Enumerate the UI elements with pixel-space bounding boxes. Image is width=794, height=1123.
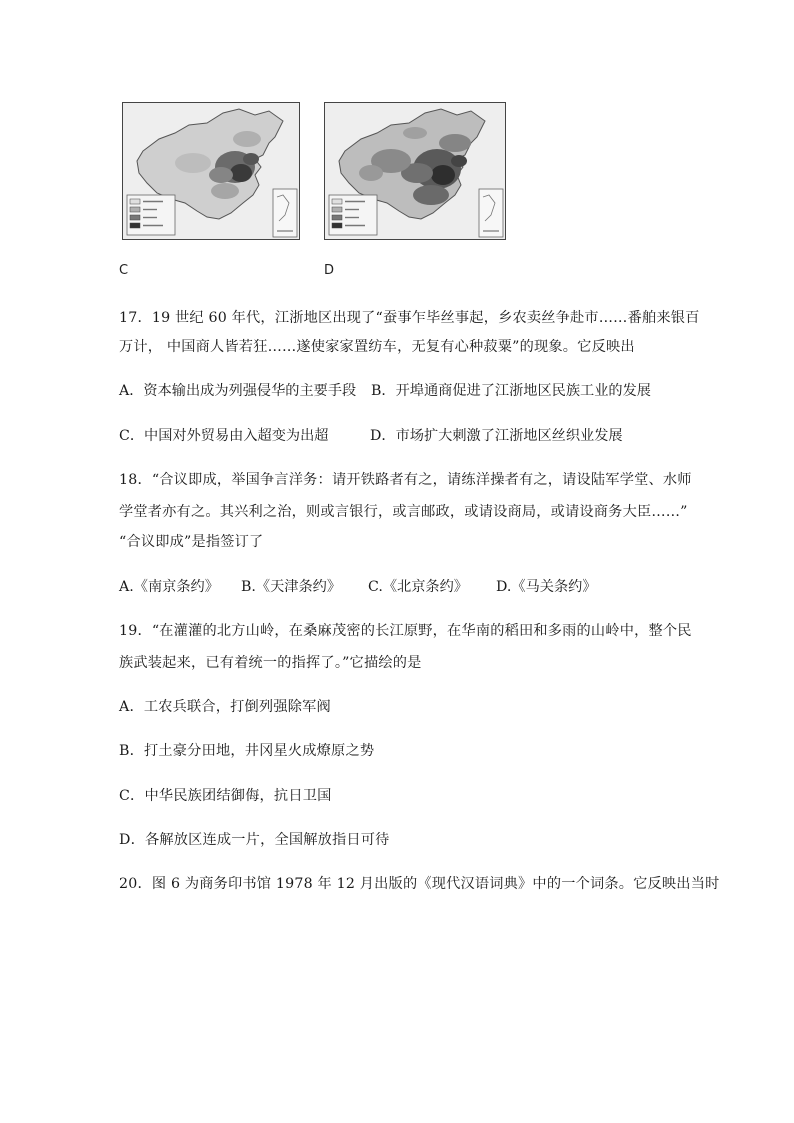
china-map-c-graphic (123, 103, 299, 239)
map-c (122, 102, 300, 240)
map-c-label: C (119, 263, 129, 278)
q17-stem-line2: 万计， 中国商人皆若狂……遂使家家置纺车，无复有心种菽粟”的现象。它反映出 (119, 339, 635, 355)
map-d (324, 102, 506, 240)
q18-stem-line3: “合议即成”是指签订了 (119, 534, 264, 550)
q18-stem-line1: 18．“合议即成，举国争言洋务：请开铁路者有之，请练洋操者有之，请设陆军学堂、水师 (119, 472, 692, 488)
q19-stem-line1: 19．“在灌灌的北方山岭，在桑麻茂密的长江原野，在华南的稻田和多雨的山岭中，整个民 (119, 623, 692, 639)
q18-option-c[interactable]: C.《北京条约》 (368, 579, 468, 595)
q18-option-d[interactable]: D.《马关条约》 (496, 579, 597, 595)
q17-stem-line1: 17．19 世纪 60 年代，江浙地区出现了“蚕事乍毕丝事起，乡农卖丝争赴市……番舶来银百 (119, 310, 700, 326)
q18-option-a[interactable]: A.《南京条约》 (119, 579, 219, 595)
q17-option-c[interactable]: C．中国对外贸易由入超变为出超 (119, 428, 329, 444)
q17-option-a[interactable]: A．资本输出成为列强侵华的主要手段 (119, 383, 357, 399)
q18-option-b[interactable]: B.《天津条约》 (241, 579, 342, 595)
q17-option-d[interactable]: D．市场扩大刺激了江浙地区丝织业发展 (370, 428, 623, 444)
q20-stem-line1: 20．图 6 为商务印书馆 1978 年 12 月出版的《现代汉语词典》中的一个词条。它反映出当时 (119, 876, 720, 892)
q19-option-b[interactable]: B．打土豪分田地，井冈星火成燎原之势 (119, 743, 375, 759)
q18-stem-line2: 学堂者亦有之。其兴利之治，则或言银行，或言邮政，或请设商局，或请设商务大臣……” (119, 504, 688, 520)
map-d-label: D (324, 263, 335, 278)
q19-option-a[interactable]: A．工农兵联合，打倒列强除军阀 (119, 699, 331, 715)
q17-option-b[interactable]: B．开埠通商促进了江浙地区民族工业的发展 (371, 383, 651, 399)
q19-stem-line2: 族武装起来，已有着统一的指挥了。”它描绘的是 (119, 655, 422, 671)
china-map-d-graphic (325, 103, 505, 239)
q19-option-c[interactable]: C．中华民族团结御侮，抗日卫国 (119, 788, 332, 804)
q19-option-d[interactable]: D．各解放区连成一片，全国解放指日可待 (119, 832, 390, 848)
